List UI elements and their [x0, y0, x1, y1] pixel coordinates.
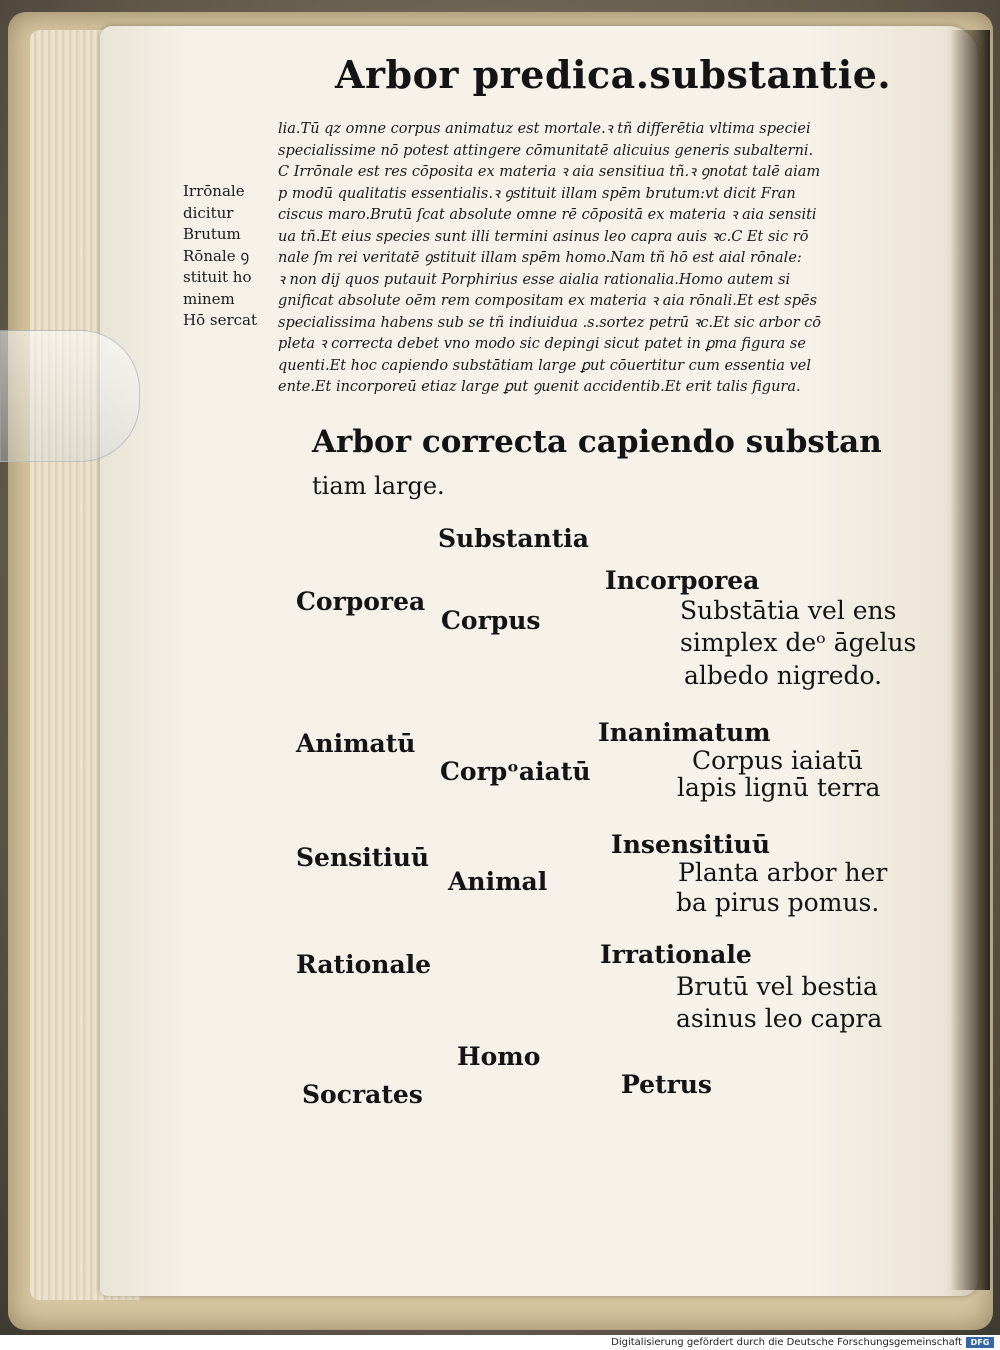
body-line: lia.Tū qz omne corpus animatuz est mortale.ꝛ tñ differētia vltima speciei [278, 121, 811, 137]
dfg-logo: DFG [966, 1337, 994, 1348]
tree-node-substantia: Substantia [438, 524, 589, 553]
tree-node-animatum: Animatū [296, 729, 416, 758]
tree-node-incorporea: Incorporea [605, 566, 760, 595]
footer-credit: Digitalisierung gefördert durch die Deutsche Forschungsgemeinschaft [611, 1337, 962, 1348]
tree-node-rationale: Rationale [296, 950, 432, 979]
footer-bar [0, 1335, 1000, 1350]
tree-node-sensitiuum: Sensitiuū [296, 843, 430, 872]
page-title: Arbor predica.substantie. [335, 52, 892, 97]
margin-note-line: Hō sercat [183, 311, 257, 329]
tree-desc-insensitiuum: ba pirus pomus. [676, 888, 880, 917]
body-line: ciscus maro.Brutū ſcat absolute omne rē cōpositā ex materia ꝛ aia sensiti [278, 207, 817, 223]
tree-desc-incorporea: Substātia vel ens [680, 596, 897, 625]
tree-node-animal: Animal [448, 867, 548, 896]
body-line: ente.Et incorporeū etiaz large ꝑut ꝯuenit accidentib.Et erit talis figura. [278, 379, 801, 395]
tree-node-inanimatum: Inanimatum [598, 718, 771, 747]
margin-note-line: Irrōnale [183, 182, 245, 200]
margin-note-line: Brutum [183, 225, 241, 243]
body-line: ua tñ.Et eius species sunt illi termini asinus leo capra auis ꝛc.C Et sic rō [278, 228, 809, 245]
tree-desc-insensitiuum: Planta arbor her [678, 858, 888, 887]
tree-node-irrationale: Irrationale [600, 940, 752, 969]
margin-note [183, 181, 273, 332]
tree-heading [312, 420, 892, 508]
tree-desc-irrationale: asinus leo capra [676, 1004, 883, 1033]
tree-desc-irrationale: Brutū vel bestia [676, 972, 878, 1001]
body-line: ꝛ non dij quos putauit Porphirius esse aialia rationalia.Homo autem si [278, 271, 791, 288]
tree-node-corporea: Corporea [296, 587, 426, 616]
margin-note-line: stituit ho [183, 268, 252, 286]
body-line: specialissime nō potest attingere cōmunitatē alicuius generis subalterni. [278, 142, 814, 159]
body-text [278, 119, 908, 399]
body-line: pleta ꝛ correcta debet vno modo sic depingi sicut patet in ꝑma figura se [278, 336, 806, 352]
tree-node-socrates: Socrates [302, 1080, 423, 1109]
tree-node-homo: Homo [457, 1042, 541, 1071]
margin-note-line: dicitur [183, 203, 234, 222]
tree-heading-line: tiam large. [312, 472, 445, 500]
body-line: quenti.Et hoc capiendo substātiam large ꝑut cōuertitur cum essentia vel [278, 357, 811, 374]
tree-desc-inanimatum: Corpus iaiatū [692, 746, 863, 775]
tree-node-insensitiuum: Insensitiuū [611, 830, 770, 859]
body-line: p modū qualitatis essentialis.ꝛ ꝯstituit illam spēm brutum:vt dicit Fran [278, 185, 796, 202]
margin-note-line: minem [183, 289, 235, 308]
page-clip [0, 330, 140, 462]
body-line: nale ſm rei veritatē ꝯstituit illam spēm homo.Nam tñ hō est aial rōnale: [278, 250, 802, 266]
tree-node-corpus: Corpus [441, 606, 541, 635]
tree-desc-incorporea: albedo nigredo. [684, 661, 883, 690]
margin-note-line: Rōnale ꝯ [183, 246, 250, 265]
spine-shadow [950, 30, 990, 1290]
tree-node-corpus-animatum: Corpᵒaiatū [440, 757, 591, 786]
tree-desc-inanimatum: lapis lignū terra [677, 773, 881, 802]
body-line: C Irrōnale est res cōposita ex materia ꝛ aia sensitiua tñ.ꝛ ꝯnotat talē aiam [278, 164, 821, 180]
tree-heading-line: Arbor correcta capiendo substan [312, 424, 882, 460]
tree-desc-incorporea: simplex deᵒ āgelus [680, 628, 917, 657]
tree-node-petrus: Petrus [621, 1070, 713, 1099]
body-line: specialissima habens sub se tñ indiuidua .s.sortez petrū ꝛc.Et sic arbor cō [278, 314, 821, 331]
body-line: gnificat absolute oēm rem compositam ex materia ꝛ aia rōnali.Et est spēs [278, 293, 818, 309]
